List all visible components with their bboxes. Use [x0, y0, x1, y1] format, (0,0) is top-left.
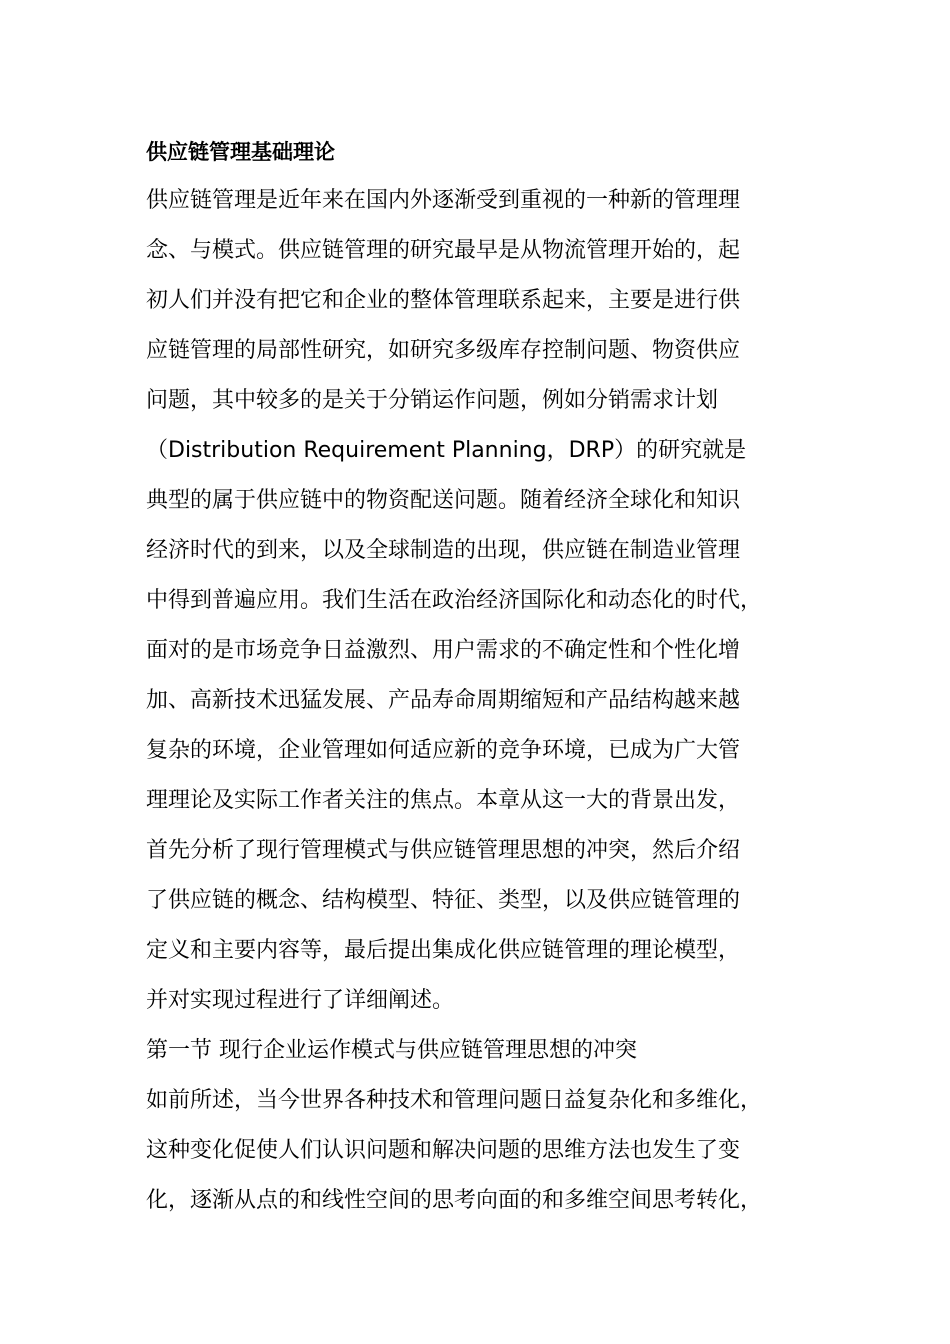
text-line: 定义和主要内容等，最后提出集成化供应链管理的理论模型， [146, 938, 741, 963]
document-title: 供应链管理基础理论 [146, 140, 335, 164]
text-line: 并对实现过程进行了详细阐述。 [146, 988, 455, 1013]
text-line: 典型的属于供应链中的物资配送问题。随着经济全球化和知识 [146, 488, 741, 513]
text-line: 中得到普遍应用。我们生活在政治经济国际化和动态化的时代， [146, 588, 763, 613]
text-line: 念、与模式。供应链管理的研究最早是从物流管理开始的，起 [146, 238, 741, 263]
text-line: 化，逐渐从点的和线性空间的思考向面的和多维空间思考转化， [146, 1188, 763, 1213]
text-line: 加、高新技术迅猛发展、产品寿命周期缩短和产品结构越来越 [146, 688, 741, 713]
text-line: 复杂的环境，企业管理如何适应新的竞争环境，已成为广大管 [146, 738, 741, 763]
section-heading: 第一节 现行企业运作模式与供应链管理思想的冲突 [146, 1038, 637, 1063]
text-line: 供应链管理是近年来在国内外逐渐受到重视的一种新的管理理 [146, 188, 741, 213]
text-line: 面对的是市场竞争日益激烈、用户需求的不确定性和个性化增 [146, 638, 741, 663]
text-line: 问题，其中较多的是关于分销运作问题，例如分销需求计划 [146, 388, 719, 413]
text-line: 这种变化促使人们认识问题和解决问题的思维方法也发生了变 [146, 1138, 741, 1163]
text-line: 首先分析了现行管理模式与供应链管理思想的冲突，然后介绍 [146, 838, 741, 863]
text-line: 经济时代的到来，以及全球制造的出现，供应链在制造业管理 [146, 538, 741, 563]
document-body [146, 183, 836, 1233]
text-line: 了供应链的概念、结构模型、特征、类型，以及供应链管理的 [146, 888, 741, 913]
text-line: 初人们并没有把它和企业的整体管理联系起来，主要是进行供 [146, 288, 741, 313]
text-line: 理理论及实际工作者关注的焦点。本章从这一大的背景出发， [146, 788, 741, 813]
text-line: 应链管理的局部性研究，如研究多级库存控制问题、物资供应 [146, 338, 741, 363]
text-line: （Distribution Requirement Planning，DRP）的研究就是 [146, 438, 747, 463]
text-line: 如前所述，当今世界各种技术和管理问题日益复杂化和多维化， [146, 1088, 763, 1113]
